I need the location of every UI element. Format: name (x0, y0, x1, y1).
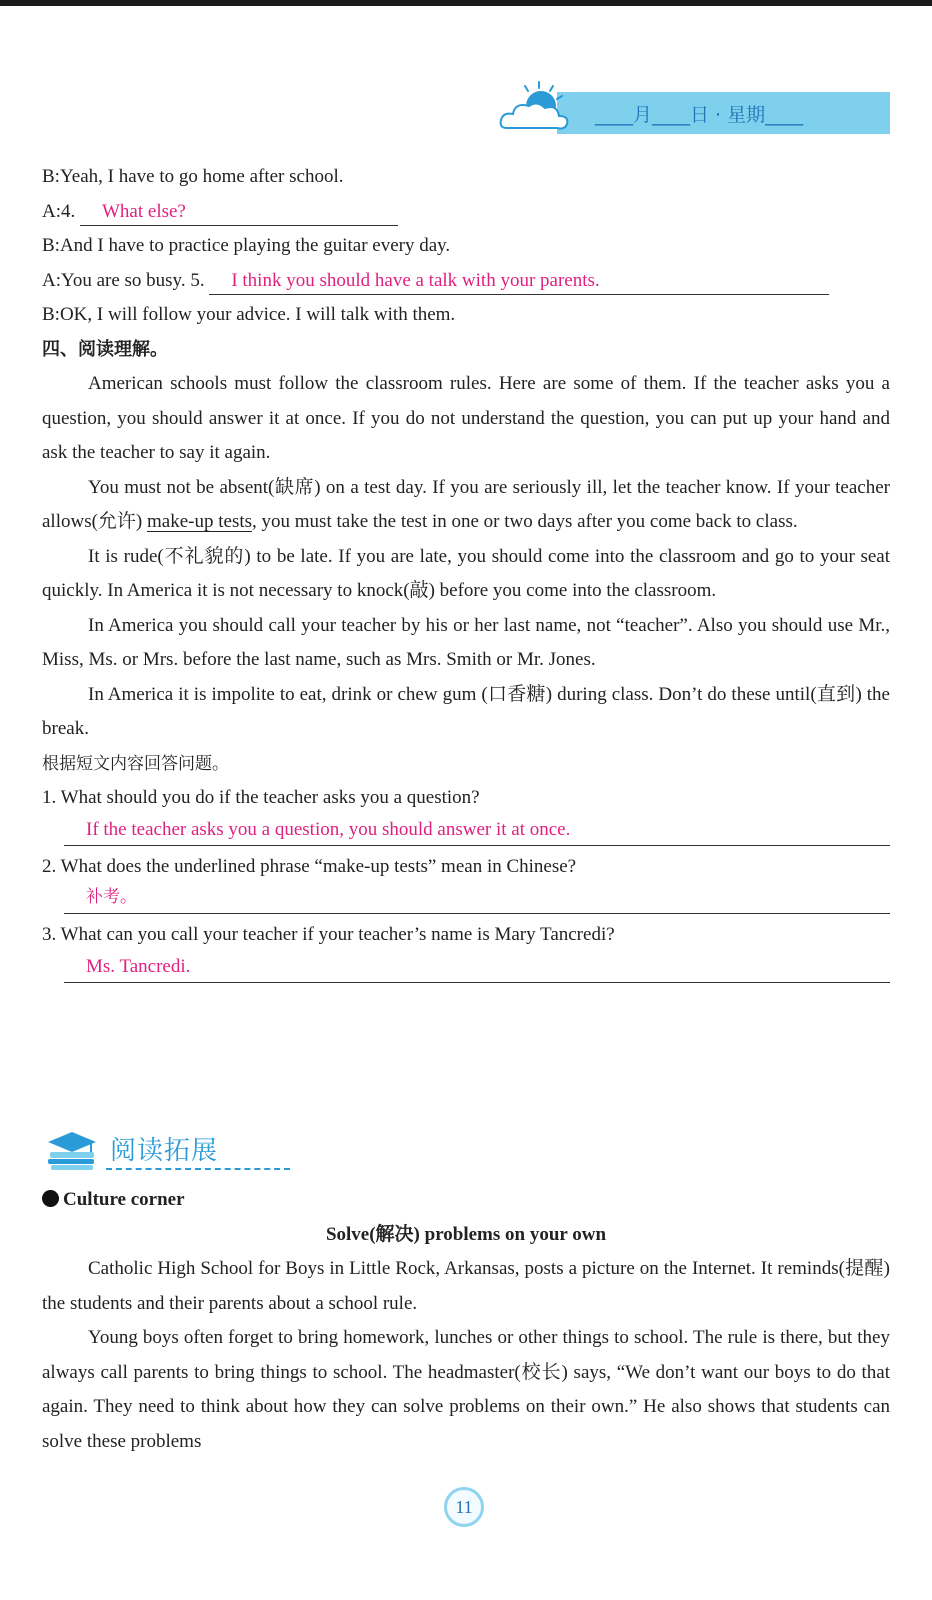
bullet-icon (42, 1190, 59, 1207)
corner-label-text: Culture corner (63, 1189, 185, 1210)
page-number: 11 (444, 1487, 484, 1527)
sun-cloud-icon (495, 78, 585, 136)
passage-paragraph: In America it is impolite to eat, drink or chew gum (口香糖) during class. Don’t do these until(直到) the break. (42, 683, 890, 739)
dialogue-line (42, 195, 890, 230)
passage-paragraph: In America you should call your teacher by his or her last name, not “teacher”. Also you should use Mr., Miss, Ms. or Mrs. before the last name, such as Mrs. Smith or Mr. Jones. (42, 614, 890, 670)
question: 2. What does the underlined phrase “make-up tests” mean in Chinese? (42, 855, 577, 877)
paragraph-text: , you must take the test in one or two days after you come back to class. (252, 511, 798, 532)
passage-paragraph: American schools must follow the classroom rules. Here are some of them. If the teacher asks you a question, you should answer it at once. If you do not understand the question, you can put up your hand and ask the teacher to say it again. (42, 373, 890, 463)
section-underline (106, 1168, 290, 1170)
section-title: 阅读拓展 (110, 1136, 219, 1166)
question: 3. What can you call your teacher if your teacher’s name is Mary Tancredi? (42, 924, 615, 945)
dialogue-line: B:OK, I will follow your advice. I will talk with them. (42, 304, 456, 325)
passage-paragraph: Young boys often forget to bring homework, lunches or other things to school. The rule is there, but they always call parents to bring things to school. The headmaster(校长) says, “We don’t want our boys to do that again. They need to think about how they can solve problems on their own.” He also shows that students can solve these problems (42, 1327, 890, 1452)
answer-blank-4 (80, 199, 398, 226)
answer-blank-5 (209, 268, 829, 295)
instruction: 根据短文内容回答问题。 (42, 753, 229, 774)
reading-extension-header (44, 1128, 254, 1172)
passage-paragraph (42, 471, 890, 540)
answer-text: What else? (102, 200, 186, 222)
answer-text: I think you should have a talk with your parents. (231, 269, 600, 291)
section-heading: 四、阅读理解。 (42, 338, 168, 360)
answer-line: 补考。 (64, 884, 890, 914)
exercise-content (42, 160, 890, 987)
date-fill-in: ____月____日 · 星期____ (595, 104, 804, 126)
passage-paragraph: It is rude(不礼貌的) to be late. If you are late, you should come into the classroom and go to your seat quickly. In America it is not necessary to knock(敲) before you come into the classroom. (42, 545, 890, 601)
dialogue-prefix: A:You are so busy. 5. (42, 269, 205, 291)
dialogue-line: B:Yeah, I have to go home after school. (42, 166, 344, 187)
answer-line: Ms. Tancredi. (64, 953, 890, 983)
dialogue-prefix: A:4. (42, 200, 76, 222)
dialogue-line: B:And I have to practice playing the guitar every day. (42, 235, 451, 256)
dialogue-line (42, 264, 890, 299)
answer-line: If the teacher asks you a question, you should answer it at once. (64, 816, 890, 846)
passage-paragraph: Catholic High School for Boys in Little Rock, Arkansas, posts a picture on the Internet. It reminds(提醒) the students and their parents about a school rule. (42, 1258, 890, 1314)
extension-content (42, 1183, 890, 1459)
paragraph-text: You must not be absent(缺席) on a test day. If you are seriously ill, let the teacher know. If your teacher allows(允许) (42, 476, 890, 532)
date-header (495, 78, 890, 136)
top-edge-bar (0, 0, 932, 6)
culture-corner-label (42, 1183, 890, 1218)
books-icon (44, 1130, 100, 1170)
question: 1. What should you do if the teacher asks you a question? (42, 787, 480, 808)
underlined-phrase: make-up tests (147, 511, 253, 532)
article-title: Solve(解决) problems on your own (325, 1223, 607, 1245)
